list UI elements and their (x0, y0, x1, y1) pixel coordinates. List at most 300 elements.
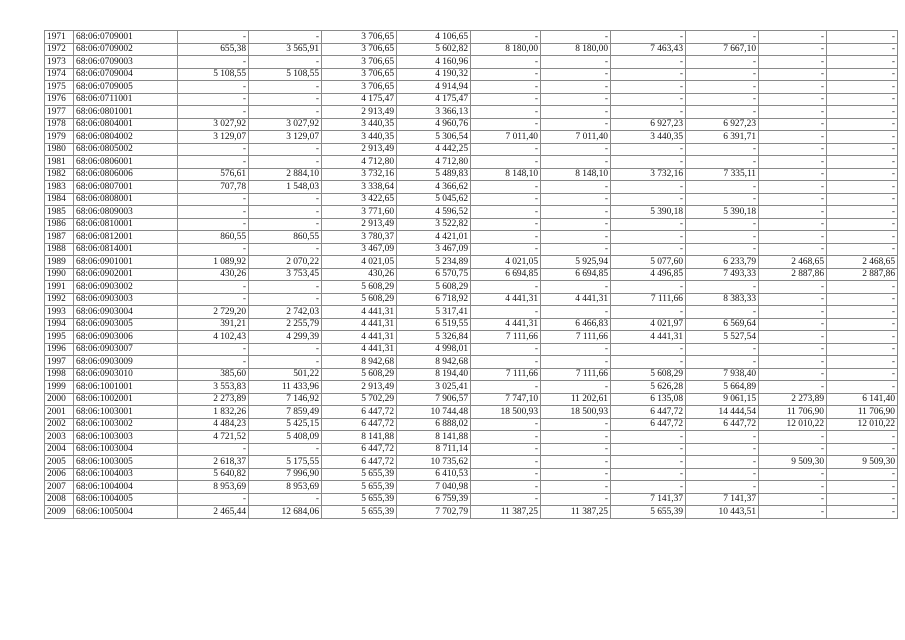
cell-value-col-9: - (611, 306, 686, 319)
cell-value-col-10: - (686, 356, 759, 369)
cell-cadastral-number: 68:06:0903007 (74, 343, 178, 356)
cell-row-number: 1992 (45, 293, 74, 306)
cell-value-col-12: 2 468,65 (827, 256, 898, 269)
cell-row-number: 2006 (45, 468, 74, 481)
table-row (45, 106, 898, 119)
cell-row-number: 1976 (45, 93, 74, 106)
cell-value-col-9: - (611, 81, 686, 94)
cell-value-col-5: 2 913,49 (322, 381, 397, 394)
table-row (45, 93, 898, 106)
cell-value-col-5: 3 780,37 (322, 231, 397, 244)
cell-value-col-12: 6 141,40 (827, 393, 898, 406)
cell-value-col-9: - (611, 431, 686, 444)
cell-value-col-5: 430,26 (322, 268, 397, 281)
cell-value-col-12: - (827, 43, 898, 56)
cell-value-col-6: 5 306,54 (397, 131, 471, 144)
cell-value-col-8: - (541, 56, 611, 69)
cell-value-col-7: 7 747,10 (471, 393, 541, 406)
cell-value-col-3: - (178, 293, 249, 306)
cell-value-col-5: 2 913,49 (322, 218, 397, 231)
cell-value-col-4: 7 859,49 (249, 406, 322, 419)
cell-value-col-6: 5 489,83 (397, 168, 471, 181)
cell-value-col-8: 18 500,93 (541, 406, 611, 419)
cell-value-col-10: 6 391,71 (686, 131, 759, 144)
cell-value-col-3: - (178, 281, 249, 294)
cell-row-number: 1982 (45, 168, 74, 181)
cell-value-col-12: - (827, 31, 898, 44)
cell-value-col-9: 7 111,66 (611, 293, 686, 306)
cell-cadastral-number: 68:06:0810001 (74, 218, 178, 231)
cell-value-col-8: - (541, 81, 611, 94)
cell-cadastral-number: 68:06:0804002 (74, 131, 178, 144)
cell-value-col-11: - (759, 218, 827, 231)
cell-row-number: 1978 (45, 118, 74, 131)
cell-value-col-3: - (178, 93, 249, 106)
cell-cadastral-number: 68:06:1002001 (74, 393, 178, 406)
cell-value-col-10: 5 527,54 (686, 331, 759, 344)
cell-value-col-6: 8 194,40 (397, 368, 471, 381)
cell-value-col-9: 6 447,72 (611, 418, 686, 431)
cell-value-col-7: - (471, 106, 541, 119)
cell-value-col-11: - (759, 131, 827, 144)
cell-value-col-8: - (541, 206, 611, 219)
cell-value-col-10: - (686, 231, 759, 244)
cell-value-col-4: - (249, 281, 322, 294)
cell-row-number: 1984 (45, 193, 74, 206)
cell-row-number: 1986 (45, 218, 74, 231)
cell-value-col-7: - (471, 206, 541, 219)
cell-value-col-8: 6 694,85 (541, 268, 611, 281)
cell-value-col-8: 7 111,66 (541, 368, 611, 381)
cell-value-col-12: - (827, 493, 898, 506)
cell-value-col-7: - (471, 306, 541, 319)
cell-value-col-8: - (541, 468, 611, 481)
cell-value-col-6: 7 702,79 (397, 506, 471, 519)
cell-value-col-6: 4 366,62 (397, 181, 471, 194)
cell-cadastral-number: 68:06:0903006 (74, 331, 178, 344)
cell-value-col-6: 5 326,84 (397, 331, 471, 344)
cell-value-col-11: - (759, 81, 827, 94)
cell-value-col-12: - (827, 118, 898, 131)
cell-value-col-11: - (759, 281, 827, 294)
cell-cadastral-number: 68:06:0903004 (74, 306, 178, 319)
cell-value-col-9: 6 135,08 (611, 393, 686, 406)
cell-value-col-6: 6 410,53 (397, 468, 471, 481)
cell-value-col-3: 1 832,26 (178, 406, 249, 419)
cell-value-col-5: 3 706,65 (322, 68, 397, 81)
cell-value-col-7: - (471, 31, 541, 44)
cell-value-col-9: - (611, 443, 686, 456)
cell-row-number: 1998 (45, 368, 74, 381)
cell-value-col-5: 4 712,80 (322, 156, 397, 169)
cell-value-col-5: 3 706,65 (322, 81, 397, 94)
cell-value-col-6: 7 906,57 (397, 393, 471, 406)
table-row (45, 506, 898, 519)
cell-cadastral-number: 68:06:0902001 (74, 268, 178, 281)
cell-value-col-3: 576,61 (178, 168, 249, 181)
table-row (45, 31, 898, 44)
cell-value-col-10: 7 667,10 (686, 43, 759, 56)
cell-value-col-6: 8 711,14 (397, 443, 471, 456)
cell-value-col-12: - (827, 168, 898, 181)
cell-value-col-11: 2 887,86 (759, 268, 827, 281)
cell-value-col-8: - (541, 306, 611, 319)
cell-value-col-6: 4 190,32 (397, 68, 471, 81)
cell-value-col-9: 5 626,28 (611, 381, 686, 394)
cell-value-col-8: - (541, 456, 611, 469)
cell-cadastral-number: 68:06:0903009 (74, 356, 178, 369)
cell-value-col-11: - (759, 118, 827, 131)
cell-value-col-6: 4 712,80 (397, 156, 471, 169)
table-row (45, 356, 898, 369)
cell-cadastral-number: 68:06:0711001 (74, 93, 178, 106)
cell-value-col-12: - (827, 343, 898, 356)
cell-value-col-10: 5 390,18 (686, 206, 759, 219)
cell-value-col-9: - (611, 343, 686, 356)
cell-cadastral-number: 68:06:1003001 (74, 406, 178, 419)
cell-value-col-3: 707,78 (178, 181, 249, 194)
cell-value-col-9: - (611, 456, 686, 469)
cell-value-col-9: - (611, 93, 686, 106)
cell-value-col-12: - (827, 206, 898, 219)
cell-value-col-9: - (611, 468, 686, 481)
cell-value-col-11: - (759, 206, 827, 219)
cell-cadastral-number: 68:06:1004003 (74, 468, 178, 481)
cell-cadastral-number: 68:06:0801001 (74, 106, 178, 119)
cell-row-number: 1977 (45, 106, 74, 119)
cell-value-col-9: 3 440,35 (611, 131, 686, 144)
cell-row-number: 1973 (45, 56, 74, 69)
cell-value-col-10: - (686, 93, 759, 106)
cell-value-col-4: - (249, 93, 322, 106)
cell-value-col-9: 5 608,29 (611, 368, 686, 381)
cell-row-number: 1991 (45, 281, 74, 294)
cell-value-col-7: - (471, 181, 541, 194)
cell-value-col-5: 5 655,39 (322, 493, 397, 506)
cell-value-col-5: 4 441,31 (322, 343, 397, 356)
cell-value-col-12: - (827, 431, 898, 444)
cell-value-col-10: - (686, 306, 759, 319)
cell-value-col-12: - (827, 106, 898, 119)
cell-value-col-8: - (541, 243, 611, 256)
cell-value-col-4: - (249, 106, 322, 119)
cell-value-col-9: 4 441,31 (611, 331, 686, 344)
cell-value-col-11: - (759, 31, 827, 44)
cell-value-col-4: - (249, 31, 322, 44)
cell-value-col-6: 5 602,82 (397, 43, 471, 56)
cell-value-col-11: 9 509,30 (759, 456, 827, 469)
table-row (45, 218, 898, 231)
cell-value-col-11: - (759, 356, 827, 369)
cell-value-col-3: - (178, 218, 249, 231)
cell-cadastral-number: 68:06:1003005 (74, 456, 178, 469)
cell-value-col-7: 7 111,66 (471, 368, 541, 381)
cell-value-col-4: 7 996,90 (249, 468, 322, 481)
cell-value-col-8: 6 466,83 (541, 318, 611, 331)
cell-value-col-11: - (759, 293, 827, 306)
table-row (45, 131, 898, 144)
cell-value-col-7: - (471, 493, 541, 506)
cell-value-col-7: - (471, 456, 541, 469)
cell-value-col-5: 6 447,72 (322, 406, 397, 419)
cell-value-col-6: 4 596,52 (397, 206, 471, 219)
table-row (45, 281, 898, 294)
cell-value-col-4: - (249, 56, 322, 69)
cell-value-col-11: - (759, 168, 827, 181)
cell-row-number: 1988 (45, 243, 74, 256)
table-row (45, 468, 898, 481)
cell-value-col-4: - (249, 218, 322, 231)
table-row (45, 256, 898, 269)
cell-value-col-9: - (611, 68, 686, 81)
cell-value-col-10: - (686, 468, 759, 481)
cell-value-col-12: - (827, 306, 898, 319)
cell-value-col-10: 7 335,11 (686, 168, 759, 181)
cell-value-col-7: - (471, 418, 541, 431)
cell-value-col-11: - (759, 68, 827, 81)
cell-value-col-10: 6 569,64 (686, 318, 759, 331)
cell-value-col-12: - (827, 506, 898, 519)
table-row (45, 381, 898, 394)
cell-value-col-7: - (471, 356, 541, 369)
cell-value-col-9: - (611, 56, 686, 69)
cell-value-col-6: 5 234,89 (397, 256, 471, 269)
cell-cadastral-number: 68:06:1003002 (74, 418, 178, 431)
table-row (45, 431, 898, 444)
cell-cadastral-number: 68:06:0808001 (74, 193, 178, 206)
cell-value-col-9: 4 021,97 (611, 318, 686, 331)
cell-value-col-5: 5 608,29 (322, 281, 397, 294)
cell-value-col-7: 18 500,93 (471, 406, 541, 419)
cell-value-col-12: - (827, 368, 898, 381)
cell-row-number: 1975 (45, 81, 74, 94)
cell-value-col-8: - (541, 281, 611, 294)
cell-value-col-11: 2 468,65 (759, 256, 827, 269)
cell-value-col-4: 7 146,92 (249, 393, 322, 406)
cell-value-col-11: - (759, 56, 827, 69)
cell-value-col-8: - (541, 356, 611, 369)
cell-value-col-5: 5 655,39 (322, 468, 397, 481)
cell-value-col-5: 8 942,68 (322, 356, 397, 369)
cell-value-col-7: - (471, 93, 541, 106)
cell-value-col-6: 3 366,13 (397, 106, 471, 119)
cell-value-col-4: 5 408,09 (249, 431, 322, 444)
cell-value-col-8: - (541, 418, 611, 431)
cell-value-col-4: 3 027,92 (249, 118, 322, 131)
cell-value-col-5: 3 706,65 (322, 56, 397, 69)
cell-value-col-12: - (827, 193, 898, 206)
cell-value-col-11: - (759, 318, 827, 331)
cell-value-col-6: 4 175,47 (397, 93, 471, 106)
cell-value-col-4: 11 433,96 (249, 381, 322, 394)
cell-value-col-6: 10 735,62 (397, 456, 471, 469)
cell-cadastral-number: 68:06:0709004 (74, 68, 178, 81)
cell-value-col-10: - (686, 156, 759, 169)
cell-value-col-4: 860,55 (249, 231, 322, 244)
cell-value-col-3: - (178, 206, 249, 219)
cell-value-col-11: - (759, 243, 827, 256)
cell-row-number: 1979 (45, 131, 74, 144)
table-row (45, 168, 898, 181)
cell-row-number: 1989 (45, 256, 74, 269)
cell-value-col-10: 7 493,33 (686, 268, 759, 281)
cell-value-col-7: - (471, 281, 541, 294)
cell-value-col-3: - (178, 193, 249, 206)
cell-value-col-8: - (541, 68, 611, 81)
cell-value-col-12: - (827, 243, 898, 256)
cell-value-col-3: 2 465,44 (178, 506, 249, 519)
cell-row-number: 1996 (45, 343, 74, 356)
cell-value-col-7: 6 694,85 (471, 268, 541, 281)
cell-value-col-6: 4 914,94 (397, 81, 471, 94)
cell-value-col-6: 4 960,76 (397, 118, 471, 131)
cell-value-col-5: 3 706,65 (322, 43, 397, 56)
cell-value-col-8: 8 148,10 (541, 168, 611, 181)
cell-value-col-8: - (541, 31, 611, 44)
cell-row-number: 1974 (45, 68, 74, 81)
table-row (45, 81, 898, 94)
cell-row-number: 1983 (45, 181, 74, 194)
cell-value-col-10: 7 141,37 (686, 493, 759, 506)
cell-value-col-4: - (249, 156, 322, 169)
cell-value-col-5: 6 447,72 (322, 456, 397, 469)
cell-row-number: 2002 (45, 418, 74, 431)
cell-value-col-8: - (541, 143, 611, 156)
cell-value-col-11: - (759, 306, 827, 319)
cell-value-col-4: 2 070,22 (249, 256, 322, 269)
cell-row-number: 1990 (45, 268, 74, 281)
cell-value-col-5: 3 732,16 (322, 168, 397, 181)
cell-value-col-4: 5 425,15 (249, 418, 322, 431)
cell-value-col-3: 8 953,69 (178, 481, 249, 494)
cell-value-col-3: 430,26 (178, 268, 249, 281)
table-row (45, 118, 898, 131)
cell-value-col-8: - (541, 493, 611, 506)
cell-value-col-5: 6 447,72 (322, 443, 397, 456)
cell-value-col-12: - (827, 156, 898, 169)
cell-value-col-9: 7 463,43 (611, 43, 686, 56)
cell-value-col-9: - (611, 193, 686, 206)
cell-value-col-11: - (759, 156, 827, 169)
cell-value-col-3: - (178, 81, 249, 94)
cell-value-col-9: - (611, 481, 686, 494)
cell-value-col-6: 6 888,02 (397, 418, 471, 431)
cell-value-col-10: 9 061,15 (686, 393, 759, 406)
cell-value-col-12: - (827, 293, 898, 306)
cell-value-col-10: - (686, 193, 759, 206)
cell-value-col-3: 3 129,07 (178, 131, 249, 144)
cell-value-col-3: - (178, 31, 249, 44)
cell-value-col-4: 1 548,03 (249, 181, 322, 194)
cell-value-col-3: - (178, 106, 249, 119)
cell-value-col-12: - (827, 381, 898, 394)
table-row (45, 56, 898, 69)
cell-value-col-4: - (249, 143, 322, 156)
cell-cadastral-number: 68:06:0804001 (74, 118, 178, 131)
cell-value-col-4: - (249, 81, 322, 94)
cell-value-col-7: 8 180,00 (471, 43, 541, 56)
table-row (45, 306, 898, 319)
cell-row-number: 2003 (45, 431, 74, 444)
cell-value-col-11: - (759, 343, 827, 356)
cell-value-col-7: 8 148,10 (471, 168, 541, 181)
cell-value-col-8: 8 180,00 (541, 43, 611, 56)
cell-value-col-11: - (759, 481, 827, 494)
cell-value-col-9: - (611, 31, 686, 44)
cell-value-col-3: 4 721,52 (178, 431, 249, 444)
cell-value-col-11: - (759, 506, 827, 519)
cell-value-col-4: 3 753,45 (249, 268, 322, 281)
cell-cadastral-number: 68:06:0812001 (74, 231, 178, 244)
table-row (45, 493, 898, 506)
cell-value-col-10: - (686, 143, 759, 156)
cell-value-col-3: 5 640,82 (178, 468, 249, 481)
cell-value-col-11: - (759, 468, 827, 481)
cell-value-col-6: 3 467,09 (397, 243, 471, 256)
cell-value-col-5: 3 440,35 (322, 131, 397, 144)
cell-value-col-9: - (611, 218, 686, 231)
cell-value-col-3: 655,38 (178, 43, 249, 56)
cell-value-col-7: - (471, 156, 541, 169)
cell-value-col-11: - (759, 443, 827, 456)
cell-value-col-5: 3 467,09 (322, 243, 397, 256)
table-row (45, 481, 898, 494)
cell-value-col-7: 7 011,40 (471, 131, 541, 144)
cell-value-col-12: - (827, 281, 898, 294)
cell-value-col-11: - (759, 106, 827, 119)
cell-value-col-4: 3 129,07 (249, 131, 322, 144)
cell-value-col-9: 5 655,39 (611, 506, 686, 519)
cell-value-col-9: - (611, 181, 686, 194)
cell-cadastral-number: 68:06:0903005 (74, 318, 178, 331)
cell-value-col-12: - (827, 56, 898, 69)
cell-value-col-4: - (249, 493, 322, 506)
cell-value-col-8: 5 925,94 (541, 256, 611, 269)
cell-value-col-6: 4 421,01 (397, 231, 471, 244)
cell-value-col-9: 4 496,85 (611, 268, 686, 281)
cell-value-col-4: 3 565,91 (249, 43, 322, 56)
cell-value-col-4: - (249, 443, 322, 456)
cell-value-col-10: - (686, 481, 759, 494)
cell-value-col-10: - (686, 243, 759, 256)
cell-value-col-5: 5 702,29 (322, 393, 397, 406)
cell-value-col-12: 2 887,86 (827, 268, 898, 281)
cell-value-col-11: - (759, 143, 827, 156)
cell-value-col-12: - (827, 468, 898, 481)
cell-value-col-6: 5 317,41 (397, 306, 471, 319)
table-row (45, 143, 898, 156)
cell-value-col-9: 6 447,72 (611, 406, 686, 419)
cell-value-col-4: 2 255,79 (249, 318, 322, 331)
cell-value-col-5: 8 141,88 (322, 431, 397, 444)
cell-value-col-3: - (178, 156, 249, 169)
cell-value-col-10: 6 447,72 (686, 418, 759, 431)
cell-value-col-3: 4 102,43 (178, 331, 249, 344)
cell-value-col-8: 7 011,40 (541, 131, 611, 144)
cell-value-col-12: 12 010,22 (827, 418, 898, 431)
cell-value-col-6: 4 160,96 (397, 56, 471, 69)
cell-row-number: 2004 (45, 443, 74, 456)
cell-value-col-10: - (686, 218, 759, 231)
cell-cadastral-number: 68:06:0806001 (74, 156, 178, 169)
cell-value-col-5: 2 913,49 (322, 106, 397, 119)
cell-value-col-8: 11 387,25 (541, 506, 611, 519)
cell-value-col-4: - (249, 206, 322, 219)
cell-value-col-7: - (471, 143, 541, 156)
cell-value-col-7: - (471, 193, 541, 206)
cell-value-col-7: - (471, 381, 541, 394)
cell-value-col-9: 5 077,60 (611, 256, 686, 269)
